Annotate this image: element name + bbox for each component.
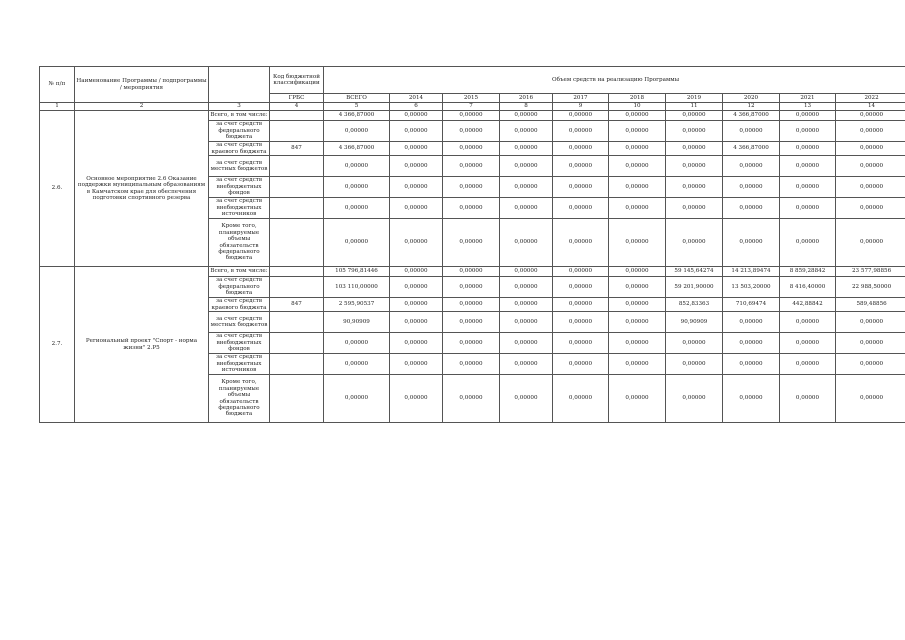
value-cell: 59 145,64274 xyxy=(666,267,723,277)
header-volume: Объем средств на реализацию Программы xyxy=(324,67,905,94)
value-cell: 0,00000 xyxy=(780,177,836,198)
value-cell: 0,00000 xyxy=(836,177,905,198)
value-cell: 0,00000 xyxy=(723,375,780,423)
value-cell: 0,00000 xyxy=(836,156,905,177)
value-cell: 0,00000 xyxy=(553,312,609,333)
value-cell: 13 503,20000 xyxy=(723,277,780,298)
value-cell: 0,00000 xyxy=(666,142,723,156)
value-cell: 23 577,98856 xyxy=(836,267,905,277)
measure-name: Основное мероприятие 2.6 Оказание поддержки муниципальным образованиям в Камчатском крае для обеспечения подготовки спортивного резерва xyxy=(75,111,209,267)
value-cell: 0,00000 xyxy=(609,177,666,198)
value-cell: 14 213,89474 xyxy=(723,267,780,277)
index-cell: 12 xyxy=(723,103,780,111)
funding-source: за счет средств местных бюджетов xyxy=(209,312,270,333)
index-cell: 9 xyxy=(553,103,609,111)
value-cell: 4 366,87000 xyxy=(324,142,390,156)
value-cell: 0,00000 xyxy=(836,312,905,333)
value-cell: 0,00000 xyxy=(390,142,443,156)
value-cell: 0,00000 xyxy=(390,298,443,312)
grbs-code xyxy=(270,312,324,333)
value-cell: 589,48856 xyxy=(836,298,905,312)
value-cell: 0,00000 xyxy=(609,267,666,277)
value-cell: 0,00000 xyxy=(609,219,666,267)
row-number: 2.7. xyxy=(40,267,75,423)
header-year: 2015 xyxy=(443,94,500,103)
funding-source: Всего, в том числе: xyxy=(209,111,270,121)
value-cell: 22 988,50000 xyxy=(836,277,905,298)
value-cell: 4 366,87000 xyxy=(324,111,390,121)
value-cell: 0,00000 xyxy=(443,277,500,298)
value-cell: 0,00000 xyxy=(443,219,500,267)
index-cell: 4 xyxy=(270,103,324,111)
value-cell: 0,00000 xyxy=(553,121,609,142)
index-cell: 11 xyxy=(666,103,723,111)
value-cell: 0,00000 xyxy=(443,156,500,177)
value-cell: 0,00000 xyxy=(780,354,836,375)
value-cell: 0,00000 xyxy=(836,142,905,156)
value-cell: 0,00000 xyxy=(443,375,500,423)
grbs-code xyxy=(270,198,324,219)
index-cell: 7 xyxy=(443,103,500,111)
value-cell: 0,00000 xyxy=(553,354,609,375)
value-cell: 852,83363 xyxy=(666,298,723,312)
grbs-code xyxy=(270,277,324,298)
header-total: ВСЕГО xyxy=(324,94,390,103)
value-cell: 0,00000 xyxy=(390,333,443,354)
funding-source: за счет средств краевого бюджета xyxy=(209,142,270,156)
value-cell: 0,00000 xyxy=(780,375,836,423)
value-cell: 0,00000 xyxy=(324,198,390,219)
index-cell: 2 xyxy=(75,103,209,111)
value-cell: 2 595,90537 xyxy=(324,298,390,312)
header-year: 2018 xyxy=(609,94,666,103)
value-cell: 0,00000 xyxy=(500,375,553,423)
value-cell: 0,00000 xyxy=(836,333,905,354)
value-cell: 0,00000 xyxy=(553,333,609,354)
value-cell: 0,00000 xyxy=(390,277,443,298)
header-year: 2020 xyxy=(723,94,780,103)
value-cell: 0,00000 xyxy=(443,142,500,156)
value-cell: 0,00000 xyxy=(553,219,609,267)
value-cell: 0,00000 xyxy=(390,156,443,177)
value-cell: 0,00000 xyxy=(723,333,780,354)
value-cell: 0,00000 xyxy=(666,198,723,219)
value-cell: 0,00000 xyxy=(666,333,723,354)
value-cell: 0,00000 xyxy=(390,177,443,198)
funding-source: Кроме того, планируемые объемы обязательств федерального бюджета xyxy=(209,219,270,267)
funding-source: за счет средств внебюджетных источников xyxy=(209,198,270,219)
value-cell: 90,90909 xyxy=(666,312,723,333)
value-cell: 0,00000 xyxy=(443,298,500,312)
value-cell: 0,00000 xyxy=(500,177,553,198)
index-cell: 10 xyxy=(609,103,666,111)
funding-source: за счет средств внебюджетных фондов xyxy=(209,333,270,354)
value-cell: 0,00000 xyxy=(836,219,905,267)
funding-source: за счет средств местных бюджетов xyxy=(209,156,270,177)
grbs-code: 847 xyxy=(270,142,324,156)
value-cell: 0,00000 xyxy=(324,354,390,375)
value-cell: 0,00000 xyxy=(500,156,553,177)
value-cell: 0,00000 xyxy=(609,198,666,219)
value-cell: 8 416,40000 xyxy=(780,277,836,298)
index-cell: 14 xyxy=(836,103,905,111)
value-cell: 0,00000 xyxy=(443,177,500,198)
measure-name: Региональный проект "Спорт - норма жизни" 2.P5 xyxy=(75,267,209,423)
value-cell: 0,00000 xyxy=(723,156,780,177)
value-cell: 0,00000 xyxy=(443,267,500,277)
value-cell: 0,00000 xyxy=(836,111,905,121)
value-cell: 0,00000 xyxy=(553,267,609,277)
value-cell: 0,00000 xyxy=(443,312,500,333)
value-cell: 0,00000 xyxy=(443,333,500,354)
value-cell: 0,00000 xyxy=(443,111,500,121)
header-num: № п/п xyxy=(40,67,75,103)
value-cell: 0,00000 xyxy=(780,121,836,142)
value-cell: 0,00000 xyxy=(324,219,390,267)
value-cell: 0,00000 xyxy=(780,198,836,219)
value-cell: 0,00000 xyxy=(324,156,390,177)
value-cell: 0,00000 xyxy=(723,177,780,198)
value-cell: 0,00000 xyxy=(666,219,723,267)
value-cell: 0,00000 xyxy=(609,156,666,177)
value-cell: 0,00000 xyxy=(443,121,500,142)
value-cell: 0,00000 xyxy=(553,156,609,177)
value-cell: 0,00000 xyxy=(609,312,666,333)
grbs-code xyxy=(270,111,324,121)
value-cell: 442,88842 xyxy=(780,298,836,312)
grbs-code: 847 xyxy=(270,298,324,312)
grbs-code xyxy=(270,219,324,267)
value-cell: 0,00000 xyxy=(390,198,443,219)
value-cell: 0,00000 xyxy=(780,333,836,354)
value-cell: 0,00000 xyxy=(500,198,553,219)
grbs-code xyxy=(270,375,324,423)
value-cell: 0,00000 xyxy=(390,354,443,375)
value-cell: 0,00000 xyxy=(836,198,905,219)
value-cell: 0,00000 xyxy=(666,121,723,142)
value-cell: 90,90909 xyxy=(324,312,390,333)
value-cell: 0,00000 xyxy=(666,354,723,375)
value-cell: 59 201,90000 xyxy=(666,277,723,298)
value-cell: 0,00000 xyxy=(500,298,553,312)
value-cell: 0,00000 xyxy=(666,375,723,423)
value-cell: 0,00000 xyxy=(780,312,836,333)
table-row xyxy=(40,111,905,121)
value-cell: 0,00000 xyxy=(553,111,609,121)
value-cell: 0,00000 xyxy=(390,375,443,423)
value-cell: 8 859,28842 xyxy=(780,267,836,277)
header-year: 2014 xyxy=(390,94,443,103)
funding-source: Всего, в том числе: xyxy=(209,267,270,277)
value-cell: 0,00000 xyxy=(443,198,500,219)
value-cell: 0,00000 xyxy=(553,277,609,298)
value-cell: 0,00000 xyxy=(609,354,666,375)
funding-source: за счет средств федерального бюджета xyxy=(209,121,270,142)
grbs-code xyxy=(270,121,324,142)
value-cell: 4 366,87000 xyxy=(723,111,780,121)
value-cell: 0,00000 xyxy=(324,177,390,198)
grbs-code xyxy=(270,354,324,375)
row-number: 2.6. xyxy=(40,111,75,267)
funding-source: Кроме того, планируемые объемы обязательств федерального бюджета xyxy=(209,375,270,423)
header-year: 2022 xyxy=(836,94,905,103)
value-cell: 0,00000 xyxy=(500,354,553,375)
value-cell: 0,00000 xyxy=(609,111,666,121)
value-cell: 0,00000 xyxy=(666,156,723,177)
value-cell: 0,00000 xyxy=(500,312,553,333)
value-cell: 0,00000 xyxy=(500,267,553,277)
value-cell: 0,00000 xyxy=(780,156,836,177)
value-cell: 0,00000 xyxy=(324,121,390,142)
grbs-code xyxy=(270,156,324,177)
value-cell: 0,00000 xyxy=(553,298,609,312)
value-cell: 0,00000 xyxy=(500,111,553,121)
index-cell: 3 xyxy=(209,103,270,111)
index-cell: 8 xyxy=(500,103,553,111)
funding-source: за счет средств федерального бюджета xyxy=(209,277,270,298)
index-cell: 5 xyxy=(324,103,390,111)
value-cell: 0,00000 xyxy=(324,375,390,423)
value-cell: 0,00000 xyxy=(609,333,666,354)
value-cell: 0,00000 xyxy=(666,111,723,121)
value-cell: 0,00000 xyxy=(390,219,443,267)
value-cell: 0,00000 xyxy=(609,277,666,298)
table-row xyxy=(40,267,905,277)
value-cell: 0,00000 xyxy=(836,121,905,142)
index-row xyxy=(40,103,905,111)
value-cell: 0,00000 xyxy=(609,121,666,142)
value-cell: 0,00000 xyxy=(609,298,666,312)
value-cell: 0,00000 xyxy=(723,354,780,375)
value-cell: 0,00000 xyxy=(553,142,609,156)
value-cell: 0,00000 xyxy=(500,121,553,142)
value-cell: 0,00000 xyxy=(324,333,390,354)
value-cell: 0,00000 xyxy=(500,277,553,298)
grbs-code xyxy=(270,267,324,277)
value-cell: 0,00000 xyxy=(390,312,443,333)
value-cell: 0,00000 xyxy=(553,198,609,219)
value-cell: 103 110,00000 xyxy=(324,277,390,298)
index-cell: 1 xyxy=(40,103,75,111)
header-blank xyxy=(209,67,270,103)
header-year: 2021 xyxy=(780,94,836,103)
value-cell: 0,00000 xyxy=(390,111,443,121)
index-cell: 13 xyxy=(780,103,836,111)
header-name: Наименование Программы / подпрограммы / мероприятия xyxy=(75,67,209,103)
header-code: Код бюджетной классификации xyxy=(270,67,324,94)
value-cell: 0,00000 xyxy=(723,121,780,142)
header-year: 2017 xyxy=(553,94,609,103)
value-cell: 4 366,87000 xyxy=(723,142,780,156)
value-cell: 0,00000 xyxy=(609,375,666,423)
funding-source: за счет средств краевого бюджета xyxy=(209,298,270,312)
value-cell: 0,00000 xyxy=(500,142,553,156)
value-cell: 105 796,81446 xyxy=(324,267,390,277)
header-grbs: ГРБС xyxy=(270,94,324,103)
value-cell: 0,00000 xyxy=(836,375,905,423)
value-cell: 0,00000 xyxy=(723,312,780,333)
value-cell: 0,00000 xyxy=(553,375,609,423)
value-cell: 0,00000 xyxy=(553,177,609,198)
header-year: 2016 xyxy=(500,94,553,103)
budget-table xyxy=(39,66,905,423)
value-cell: 0,00000 xyxy=(609,142,666,156)
value-cell: 0,00000 xyxy=(836,354,905,375)
value-cell: 0,00000 xyxy=(390,267,443,277)
funding-source: за счет средств внебюджетных фондов xyxy=(209,177,270,198)
grbs-code xyxy=(270,177,324,198)
value-cell: 0,00000 xyxy=(723,219,780,267)
value-cell: 0,00000 xyxy=(780,111,836,121)
value-cell: 0,00000 xyxy=(666,177,723,198)
funding-source: за счет средств внебюджетных источников xyxy=(209,354,270,375)
value-cell: 0,00000 xyxy=(500,333,553,354)
value-cell: 0,00000 xyxy=(500,219,553,267)
value-cell: 0,00000 xyxy=(723,198,780,219)
value-cell: 0,00000 xyxy=(780,142,836,156)
value-cell: 0,00000 xyxy=(390,121,443,142)
value-cell: 0,00000 xyxy=(780,219,836,267)
value-cell: 0,00000 xyxy=(443,354,500,375)
grbs-code xyxy=(270,333,324,354)
index-cell: 6 xyxy=(390,103,443,111)
header-year: 2019 xyxy=(666,94,723,103)
value-cell: 710,69474 xyxy=(723,298,780,312)
